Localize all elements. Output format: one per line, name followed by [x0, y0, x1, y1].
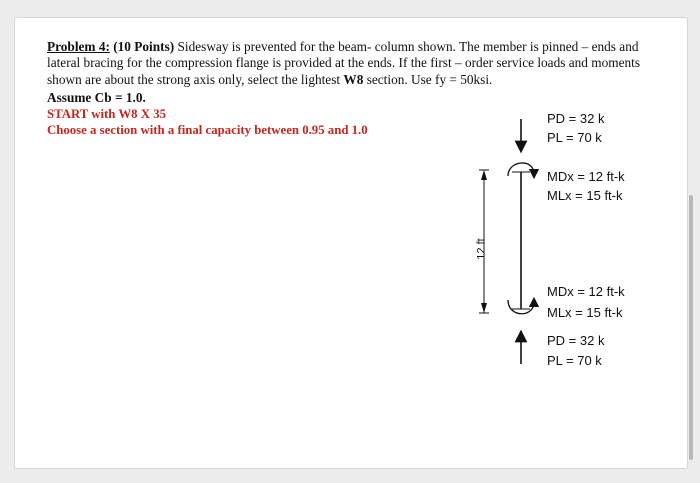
bottom-dead-load: PD = 32 k: [547, 333, 605, 348]
top-dead-load: PD = 32 k: [547, 111, 605, 126]
bottom-live-moment: MLx = 15 ft-k: [547, 305, 623, 320]
length-label: 12 ft: [475, 238, 488, 260]
fy-text: fy = 50ksi.: [435, 71, 493, 87]
top-live-load: PL = 70 k: [547, 130, 602, 145]
problem-points: (10 Points): [113, 39, 175, 54]
start-instruction: START with W8 X 35: [47, 107, 167, 121]
assume-cb: Assume Cb = 1.0.: [47, 90, 146, 105]
problem-text-1: Sidesway is prevented for the beam- column shown. The member is pinned – ends and lateral bracing for the compression flange is provided at the ends. If the first – order service loads and moments shown are about the strong axis only, select the lightest: [47, 39, 640, 87]
top-live-moment: MLx = 15 ft-k: [547, 188, 623, 203]
problem-text-2: section. Use: [363, 71, 436, 87]
section-family: W8: [343, 71, 364, 87]
bottom-dead-moment: MDx = 12 ft-k: [547, 284, 625, 299]
choose-instruction: Choose a section with a final capacity between 0.95 and 1.0: [47, 123, 368, 137]
bottom-live-load: PL = 70 k: [547, 353, 602, 368]
problem-label: Problem 4:: [47, 39, 110, 54]
top-dead-moment: MDx = 12 ft-k: [547, 169, 625, 184]
